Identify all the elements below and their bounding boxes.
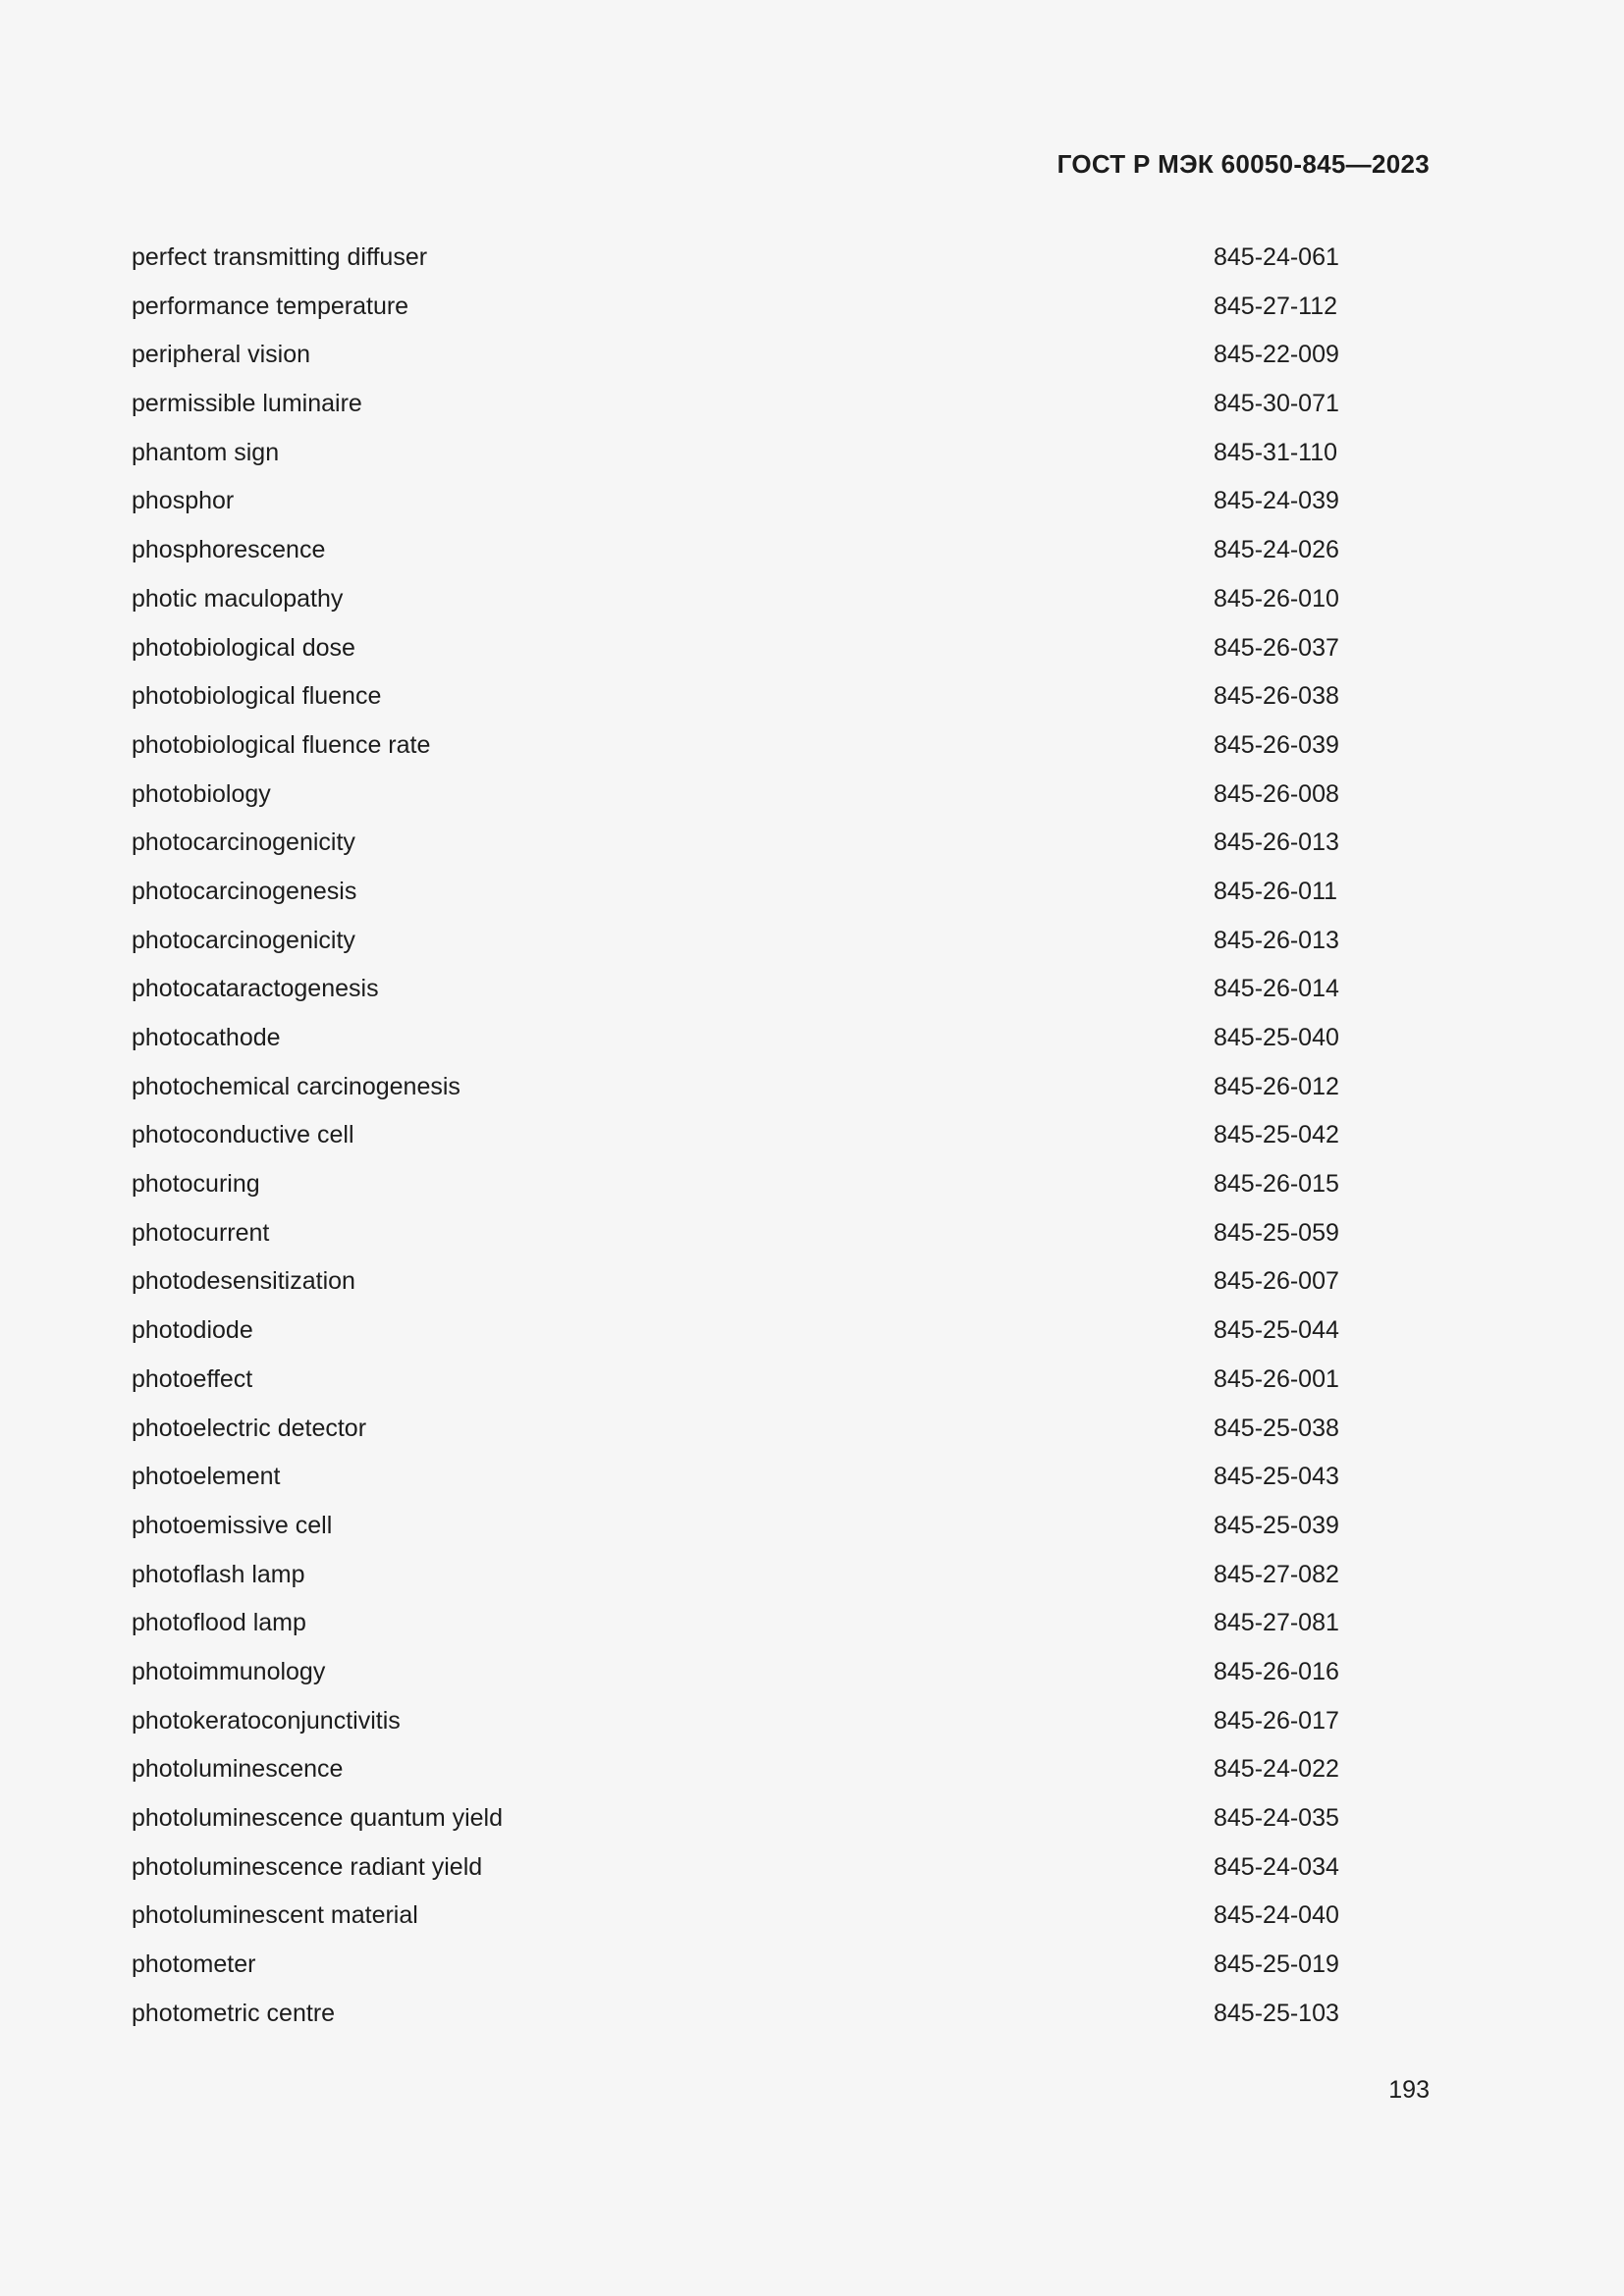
index-row [132, 1165, 1339, 1214]
index-row [132, 726, 1339, 775]
index-term: photometric centre [132, 1999, 336, 2027]
index-code: 845-25-042 [1214, 1121, 1339, 1149]
index-row [132, 873, 1339, 922]
index-term: photocarcinogenesis [132, 877, 357, 905]
index-code: 845-25-039 [1214, 1511, 1339, 1539]
index-row [132, 1556, 1339, 1605]
index-row [132, 1361, 1339, 1410]
index-row [132, 1068, 1339, 1117]
index-row [132, 1995, 1339, 2044]
index-term: photocataractogenesis [132, 975, 379, 1003]
index-term: performance temperature [132, 292, 409, 320]
index-row [132, 1507, 1339, 1556]
index-row [132, 775, 1339, 825]
index-code: 845-25-040 [1214, 1024, 1339, 1051]
index-term: phosphor [132, 487, 235, 515]
index-row [132, 580, 1339, 629]
index-row [132, 1750, 1339, 1799]
index-row [132, 385, 1339, 434]
index-code: 845-26-011 [1214, 877, 1338, 905]
index-row [132, 1262, 1339, 1311]
index-code: 845-26-012 [1214, 1072, 1339, 1100]
index-row [132, 1702, 1339, 1751]
index-code: 845-26-013 [1214, 926, 1339, 954]
index-code: 845-24-061 [1214, 243, 1339, 271]
index-code: 845-26-014 [1214, 975, 1339, 1003]
index-term: photic maculopathy [132, 584, 344, 613]
index-code: 845-25-038 [1214, 1414, 1339, 1442]
index-code: 845-22-009 [1214, 341, 1339, 369]
index-term: photobiological dose [132, 633, 355, 662]
index-code: 845-30-071 [1214, 390, 1339, 418]
index-code: 845-26-015 [1214, 1170, 1339, 1199]
index-row [132, 1848, 1339, 1897]
index-row [132, 1116, 1339, 1165]
index-term: photometer [132, 1950, 256, 1979]
index-term: photodiode [132, 1316, 253, 1345]
index-term: phosphorescence [132, 536, 326, 564]
index-row [132, 434, 1339, 483]
index-code: 845-24-034 [1214, 1852, 1339, 1881]
index-term: photocarcinogenicity [132, 828, 355, 857]
index-term: photoflash lamp [132, 1560, 305, 1588]
index-row [132, 1604, 1339, 1653]
index-row [132, 336, 1339, 385]
index-term: photoflood lamp [132, 1609, 306, 1637]
term-index-list [132, 239, 1339, 2043]
index-term: perfect transmitting diffuser [132, 243, 428, 271]
index-code: 845-25-019 [1214, 1950, 1339, 1979]
index-code: 845-27-082 [1214, 1560, 1339, 1588]
index-row [132, 677, 1339, 726]
index-term: photodesensitization [132, 1267, 355, 1296]
index-row [132, 288, 1339, 337]
index-term: photocathode [132, 1024, 281, 1051]
index-code: 845-26-038 [1214, 682, 1339, 711]
index-term: photoemissive cell [132, 1511, 333, 1539]
index-row [132, 1653, 1339, 1702]
index-code: 845-25-059 [1214, 1218, 1339, 1247]
index-code: 845-26-001 [1214, 1364, 1339, 1393]
index-row [132, 824, 1339, 873]
index-code: 845-25-044 [1214, 1316, 1339, 1345]
index-code: 845-24-039 [1214, 487, 1339, 515]
index-row [132, 629, 1339, 678]
index-term: photocurrent [132, 1218, 270, 1247]
index-code: 845-26-010 [1214, 584, 1339, 613]
index-row [132, 1799, 1339, 1848]
index-code: 845-27-112 [1214, 292, 1338, 320]
index-code: 845-24-026 [1214, 536, 1339, 564]
index-code: 845-26-008 [1214, 779, 1339, 808]
index-term: photoimmunology [132, 1657, 326, 1685]
index-term: photoconductive cell [132, 1121, 354, 1149]
index-row [132, 1019, 1339, 1068]
index-term: permissible luminaire [132, 390, 362, 418]
index-term: photoluminescence [132, 1755, 344, 1784]
index-term: photoluminescence radiant yield [132, 1852, 483, 1881]
index-term: photokeratoconjunctivitis [132, 1706, 401, 1735]
index-code: 845-25-043 [1214, 1463, 1339, 1491]
index-code: 845-25-103 [1214, 1999, 1339, 2027]
index-code: 845-26-017 [1214, 1706, 1339, 1735]
index-term: photocuring [132, 1170, 260, 1199]
index-term: photocarcinogenicity [132, 926, 355, 954]
index-code: 845-26-013 [1214, 828, 1339, 857]
index-term: photobiological fluence [132, 682, 382, 711]
index-row [132, 239, 1339, 288]
index-code: 845-26-016 [1214, 1657, 1339, 1685]
index-term: phantom sign [132, 438, 280, 466]
index-row [132, 1946, 1339, 1995]
index-code: 845-24-040 [1214, 1901, 1339, 1930]
index-term: photoelectric detector [132, 1414, 367, 1442]
index-term: photoluminescence quantum yield [132, 1804, 504, 1832]
page-number: 193 [1388, 2076, 1430, 2104]
index-code: 845-26-039 [1214, 730, 1339, 759]
index-code: 845-31-110 [1214, 438, 1338, 466]
document-header: ГОСТ Р МЭК 60050-845—2023 [1056, 149, 1430, 179]
index-row [132, 482, 1339, 531]
index-row [132, 1458, 1339, 1507]
index-row [132, 531, 1339, 580]
index-code: 845-26-037 [1214, 633, 1339, 662]
index-term: photochemical carcinogenesis [132, 1072, 460, 1100]
index-row [132, 922, 1339, 971]
index-row [132, 1311, 1339, 1361]
index-term: photobiology [132, 779, 271, 808]
index-row [132, 1410, 1339, 1459]
index-code: 845-24-035 [1214, 1804, 1339, 1832]
index-code: 845-24-022 [1214, 1755, 1339, 1784]
index-term: peripheral vision [132, 341, 311, 369]
index-code: 845-26-007 [1214, 1267, 1339, 1296]
index-term: photobiological fluence rate [132, 730, 431, 759]
index-row [132, 1214, 1339, 1263]
index-row [132, 1896, 1339, 1946]
index-term: photoelement [132, 1463, 281, 1491]
index-code: 845-27-081 [1214, 1609, 1339, 1637]
index-term: photoeffect [132, 1364, 253, 1393]
index-row [132, 970, 1339, 1019]
index-term: photoluminescent material [132, 1901, 418, 1930]
